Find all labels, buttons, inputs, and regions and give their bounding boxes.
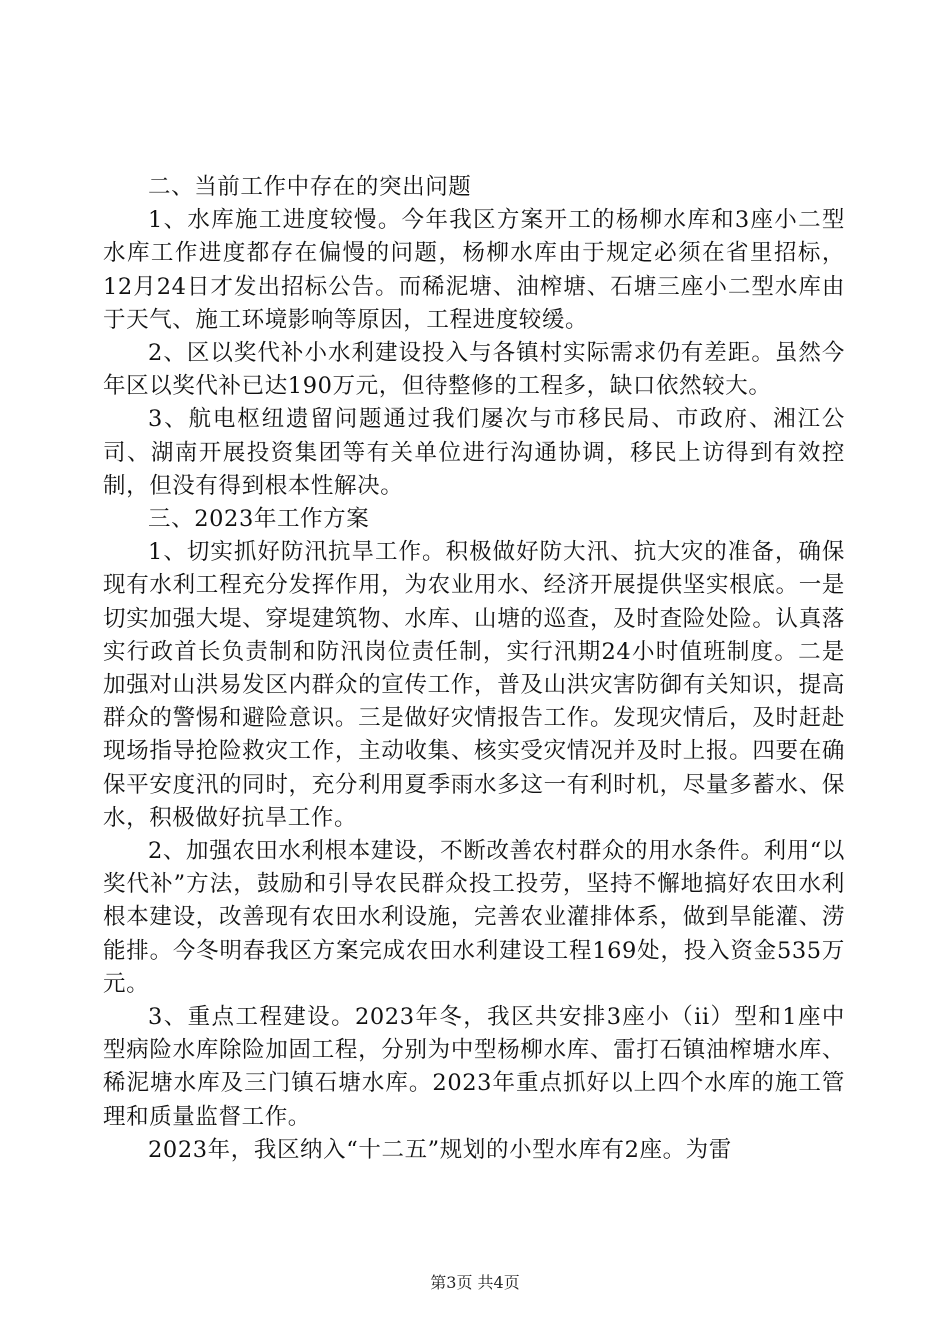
- page-footer: 第3页 共4页: [430, 1273, 520, 1292]
- paragraph-investment-gap: 2、区以奖代补小水利建设投入与各镇村实际需求仍有差距。虽然今年区以奖代补已达190万元，但待整修的工程多，缺口依然较大。: [103, 340, 845, 400]
- document-body: [103, 171, 845, 1167]
- paragraph-flood-control: 1、切实抓好防汛抗旱工作。积极做好防大汛、抗大灾的准备，确保现有水利工程充分发挥作用，为农业用水、经济开展提供坚实根底。一是切实加强大堤、穿堤建筑物、水库、山塘的巡查，及时查险处险。认真落实行政首长负责制和防汛岗位责任制，实行汛期24小时值班制度。二是加强对山洪易发区内群众的宣传工作，普及山洪灾害防御有关知识，提高群众的警惕和避险意识。三是做好灾情报告工作。发现灾情后，及时赶赴现场指导抢险救灾工作，主动收集、核实受灾情况并及时上报。四要在确保平安度汛的同时，充分利用夏季雨水多这一有利时机，尽量多蓄水、保水，积极做好抗旱工作。: [103, 539, 845, 831]
- section-heading-plan: 三、2023年工作方案: [148, 506, 370, 533]
- paragraph-reservoir-progress: 1、水库施工进度较慢。今年我区方案开工的杨柳水库和3座小二型水库工作进度都存在偏慢的问题，杨柳水库由于规定必须在省里招标，12月24日才发出招标公告。而稀泥塘、油榨塘、石塘三座小二型水库由于天气、施工环境影响等原因，工程进度较缓。: [103, 207, 845, 333]
- section-heading-problems: 二、当前工作中存在的突出问题: [148, 174, 472, 200]
- paragraph-small-reservoirs: 2023年，我区纳入“十二五”规划的小型水库有2座。为雷: [148, 1136, 732, 1163]
- paragraph-legacy-issues: 3、航电枢纽遗留问题通过我们屡次与市移民局、市政府、湘江公司、湖南开展投资集团等有关单位进行沟通协调，移民上访得到有效控制，但没有得到根本性解决。: [103, 406, 845, 499]
- paragraph-farmland-water: 2、加强农田水利根本建设，不断改善农村群众的用水条件。利用“以奖代补”方法，鼓励和引导农民群众投工投劳，坚持不懈地搞好农田水利根本建设，改善现有农田水利设施，完善农业灌排体系，做到旱能灌、涝能排。今冬明春我区方案完成农田水利建设工程169处，投入资金535万元。: [103, 838, 845, 997]
- paragraph-key-projects: 3、重点工程建设。2023年冬，我区共安排3座小（ii）型和1座中型病险水库除险加固工程，分别为中型杨柳水库、雷打石镇油榨塘水库、稀泥塘水库及三门镇石塘水库。2023年重点抓好以上四个水库的施工管理和质量监督工作。: [103, 1004, 845, 1130]
